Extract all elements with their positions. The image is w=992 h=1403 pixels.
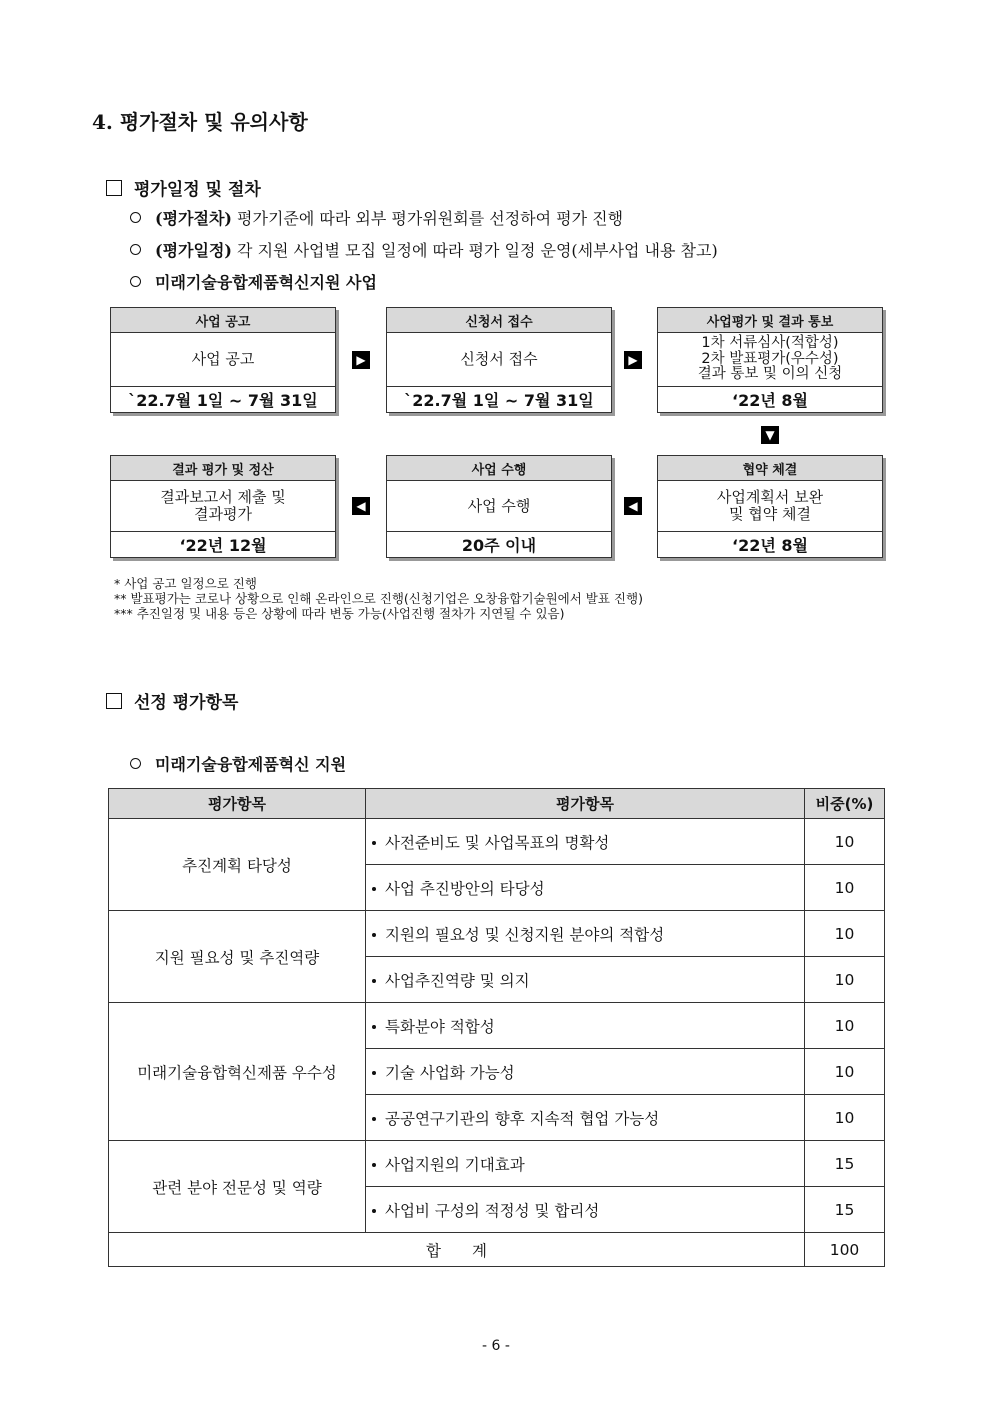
flow-box-date: ‘22년 8월 [732,536,808,555]
flow-box-body: 사업 공고 [111,333,335,387]
item-text: 사업비 구성의 적정성 및 합리성 [385,1201,600,1220]
flow-box-date: 20주 이내 [461,536,537,555]
flow-box-application [386,307,612,413]
bullet-program [130,270,377,293]
table-item-cell [366,1187,805,1233]
bullet-label: 미래기술융합제품혁신 지원 [155,755,347,774]
table-row [109,819,885,865]
bullet-dot-icon [372,841,376,845]
table-header-item: 평가항목 [366,789,805,819]
table-header-weight: 비중(%) [805,789,885,819]
item-text: 사업 추진방안의 타당성 [385,879,545,898]
flow-box-line: 사업계획서 보완 [716,488,824,506]
bullet-label: (평가절차) [155,209,232,228]
table-item-cell [366,1095,805,1141]
table-header-row [109,789,885,819]
arrow-right-icon: ▶ [624,351,642,369]
flow-box-date: ‘22년 12월 [179,536,267,555]
bullet-label: (평가일정) [155,241,232,260]
evaluation-table [108,788,885,1267]
item-text: 공공연구기관의 향후 지속적 협업 가능성 [385,1109,660,1128]
table-weight-cell: 10 [805,911,885,957]
table-row [109,911,885,957]
footnote: * 사업 공고 일정으로 진행 [114,576,257,591]
flow-box-line: 결과보고서 제출 및 [160,488,286,506]
table-item-cell [366,957,805,1003]
arrow-down-icon: ▼ [761,426,779,444]
table-total-label: 합 계 [109,1233,805,1267]
footnote: ** 발표평가는 코로나 상황으로 인해 온라인으로 진행(신청기업은 오창융합기술원에서 발표 진행) [114,591,643,606]
arrow-left-icon: ◀ [352,497,370,515]
section-heading: 4. 평가절차 및 유의사항 [92,110,308,134]
flow-box-body [658,333,882,387]
flow-box-settlement [110,455,336,558]
table-category-cell: 관련 분야 전문성 및 역량 [109,1141,366,1233]
table-row [109,1003,885,1049]
arrow-right-icon: ▶ [352,351,370,369]
table-category-cell: 미래기술융합혁신제품 우수성 [109,1003,366,1141]
flow-box-body: 신청서 접수 [387,333,611,387]
flow-box-line: 결과평가 [194,505,252,523]
flow-box-agreement [657,455,883,558]
bullet-dot-icon [372,1025,376,1029]
bullet-dot-icon [372,887,376,891]
flow-box-header: 신청서 접수 [387,308,611,333]
table-item-cell [366,911,805,957]
bullet-dot-icon [372,933,376,937]
bullet-label: 미래기술융합제품혁신지원 사업 [155,273,377,292]
table-total-row [109,1233,885,1267]
checkbox-square-icon [106,180,122,196]
table-item-cell [366,865,805,911]
table-item-cell [366,1049,805,1095]
table-weight-cell: 10 [805,819,885,865]
table-weight-cell: 15 [805,1141,885,1187]
table-row [109,1141,885,1187]
flow-box-header: 사업평가 및 결과 통보 [658,308,882,333]
flow-box-date: ‘22년 8월 [732,391,808,410]
flow-box-date: `22.7월 1일 ~ 7월 31일 [404,391,594,410]
table-item-cell [366,1141,805,1187]
table-weight-cell: 10 [805,1049,885,1095]
item-text: 사전준비도 및 사업목표의 명확성 [385,833,610,852]
table-weight-cell: 10 [805,1095,885,1141]
bullet-dot-icon [372,1209,376,1213]
section1-title [106,175,261,200]
circle-bullet-icon [130,758,141,769]
bullet-dot-icon [372,1071,376,1075]
item-text: 기술 사업화 가능성 [385,1063,515,1082]
table-category-cell: 지원 필요성 및 추진역량 [109,911,366,1003]
flow-box-date: `22.7월 1일 ~ 7월 31일 [128,391,318,410]
bullet-table-title [130,752,346,775]
table-item-cell [366,819,805,865]
bullet-text: 각 지원 사업별 모집 일정에 따라 평가 일정 운영(세부사업 내용 참고) [231,241,718,260]
flow-box-evaluation [657,307,883,413]
flow-box-line: 2차 발표평가(우수성) [701,350,839,367]
flow-box-line: 결과 통보 및 이의 신청 [697,366,843,383]
circle-bullet-icon [130,276,141,287]
section2-title-text: 선정 평가항목 [134,693,239,713]
flow-box-body [658,481,882,532]
footnote: *** 추진일정 및 내용 등은 상황에 따라 변동 가능(사업진행 절차가 지연될 수 있음) [114,606,565,621]
table-total-value: 100 [805,1233,885,1267]
bullet-procedure [130,206,623,229]
flow-box-line: 1차 서류심사(적합성) [701,335,839,352]
item-text: 특화분야 적합성 [385,1017,495,1036]
table-weight-cell: 10 [805,1003,885,1049]
table-weight-cell: 10 [805,865,885,911]
table-category-cell: 추진계획 타당성 [109,819,366,911]
flow-box-header: 결과 평가 및 정산 [111,456,335,481]
flow-box-header: 사업 수행 [387,456,611,481]
flow-box-body [111,481,335,532]
checkbox-square-icon [106,693,122,709]
bullet-text: 평가기준에 따라 외부 평가위원회를 선정하여 평가 진행 [231,209,624,228]
bullet-schedule [130,238,718,261]
table-item-cell [366,1003,805,1049]
table-weight-cell: 15 [805,1187,885,1233]
section1-title-text: 평가일정 및 절차 [134,180,261,200]
section2-title [106,688,238,713]
flow-box-execution [386,455,612,558]
page-number: - 6 - [482,1338,510,1354]
item-text: 사업지원의 기대효과 [385,1155,525,1174]
flow-box-header: 협약 체결 [658,456,882,481]
flow-box-header: 사업 공고 [111,308,335,333]
bullet-dot-icon [372,979,376,983]
item-text: 사업추진역량 및 의지 [385,971,530,990]
item-text: 지원의 필요성 및 신청지원 분야의 적합성 [385,925,665,944]
flow-box-body: 사업 수행 [387,481,611,532]
arrow-left-icon: ◀ [624,497,642,515]
footnotes [114,576,643,621]
circle-bullet-icon [130,244,141,255]
flow-box-announcement [110,307,336,413]
flow-box-line: 및 협약 체결 [729,505,811,523]
circle-bullet-icon [130,212,141,223]
table-header-category: 평가항목 [109,789,366,819]
table-weight-cell: 10 [805,957,885,1003]
bullet-dot-icon [372,1117,376,1121]
bullet-dot-icon [372,1163,376,1167]
